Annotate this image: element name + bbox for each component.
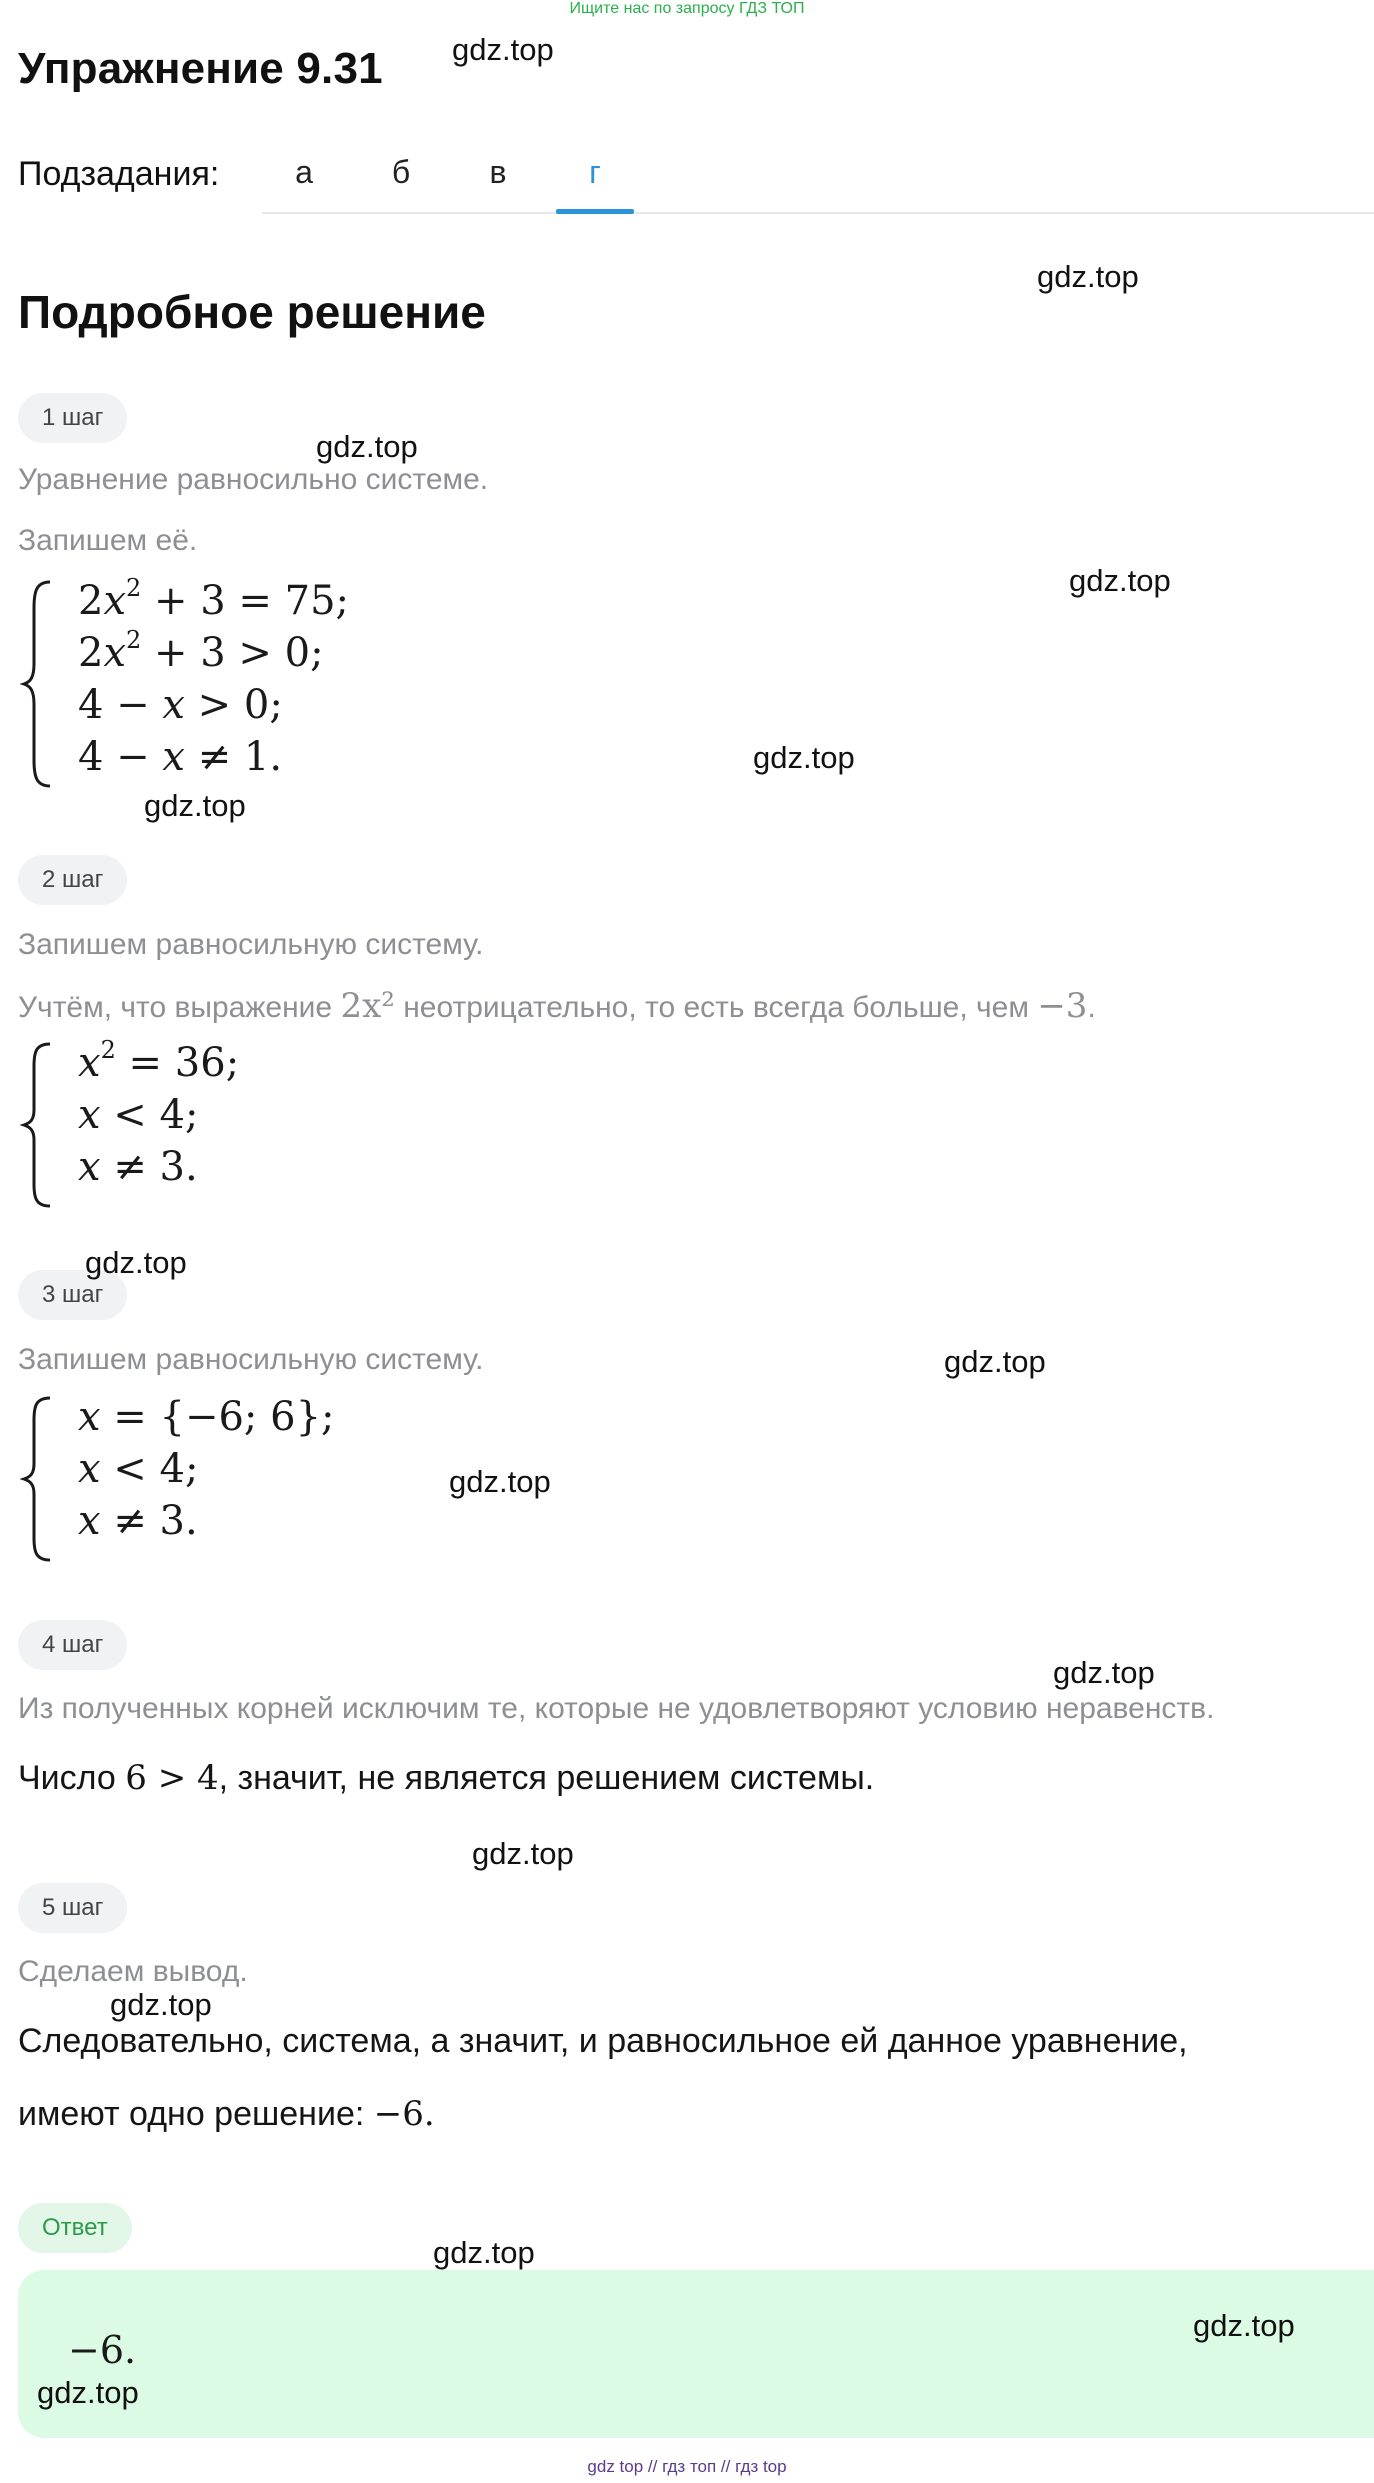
watermark: gdz.top: [753, 740, 855, 775]
watermark: gdz.top: [110, 1987, 212, 2022]
tab-v[interactable]: в: [489, 154, 507, 190]
watermark: gdz.top: [316, 429, 418, 464]
top-banner: Ищите нас по запросу ГДЗ ТОП: [569, 0, 805, 17]
step-text: Запишем равносильную систему.: [18, 928, 484, 961]
inline-math: 2x²: [340, 986, 395, 1026]
watermark: gdz.top: [1037, 259, 1139, 294]
tab-a[interactable]: а: [295, 154, 313, 190]
left-brace-icon: [20, 1394, 54, 1564]
watermark: gdz.top: [472, 1836, 574, 1871]
inline-math: 6 > 4: [125, 1758, 219, 1798]
left-brace-icon: [20, 578, 54, 790]
watermark: gdz.top: [144, 788, 246, 823]
inline-math: −6.: [373, 2094, 435, 2134]
step-text-with-math: Число 6 > 4, значит, не является решением системы.: [18, 1758, 875, 1798]
footer: gdz top // гдз топ // гдз top: [587, 2457, 787, 2476]
watermark: gdz.top: [449, 1464, 551, 1499]
system-line: $2x^2 + 3 = 75$;: [78, 574, 350, 624]
equation-system: [20, 574, 420, 790]
equation-system: [20, 1036, 420, 1210]
section-title: Подробное решение: [18, 286, 486, 338]
system-line: x ≠ 3.: [78, 1144, 198, 1190]
system-line: x ≠ 3.: [78, 1498, 198, 1544]
system-line: x < 4;: [78, 1446, 199, 1492]
tab-g[interactable]: г: [589, 154, 601, 190]
watermark: gdz.top: [37, 2375, 139, 2410]
step-text: Запишем её.: [18, 524, 198, 557]
tab-b[interactable]: б: [391, 154, 411, 190]
active-tab-indicator: [556, 209, 634, 214]
system-line: x = {−6; 6};: [78, 1394, 335, 1440]
step-badge: 5 шаг: [18, 1883, 127, 1933]
step-text: Запишем равносильную систему.: [18, 1343, 484, 1376]
answer-box: [18, 2270, 1374, 2438]
left-brace-icon: [20, 1040, 54, 1210]
watermark: gdz.top: [1053, 1655, 1155, 1690]
tabs-divider: [262, 212, 1374, 214]
watermark: gdz.top: [433, 2235, 535, 2270]
step-badge: 2 шаг: [18, 855, 127, 905]
equation-system: [20, 1394, 420, 1564]
step-badge: 4 шаг: [18, 1620, 127, 1670]
answer-value: −6.: [68, 2328, 137, 2372]
watermark: gdz.top: [452, 32, 554, 67]
step-text: Следовательно, система, а значит, и равносильное ей данное уравнение,: [18, 2022, 1188, 2060]
step-text-with-math: Учтём, что выражение 2x² неотрицательно, то есть всегда больше, чем −3.: [18, 986, 1096, 1026]
page-title: Упражнение 9.31: [18, 44, 383, 93]
step-text: Сделаем вывод.: [18, 1955, 248, 1988]
step-badge: 1 шаг: [18, 393, 127, 443]
step-badge: 3 шаг: [18, 1270, 127, 1320]
watermark: gdz.top: [1193, 2308, 1295, 2343]
system-line: $2x^2 + 3 > 0$;: [78, 626, 324, 676]
subtasks-label: Подзадания:: [18, 155, 220, 193]
system-line: x < 4;: [78, 1092, 199, 1138]
step-text: Уравнение равносильно системе.: [18, 463, 489, 496]
system-line: 4 − x > 0;: [78, 682, 283, 728]
watermark: gdz.top: [85, 1245, 187, 1280]
step-text-with-math: имеют одно решение: −6.: [18, 2094, 435, 2134]
system-line: $x^2 = 36$;: [78, 1036, 240, 1086]
inline-math: −3: [1037, 986, 1088, 1026]
watermark: gdz.top: [1069, 563, 1171, 598]
system-line: 4 − x ≠ 1.: [78, 734, 283, 780]
step-text: Из полученных корней исключим те, которые не удовлетворяют условию неравенств.: [18, 1692, 1215, 1725]
answer-badge: Ответ: [18, 2203, 132, 2253]
watermark: gdz.top: [944, 1344, 1046, 1379]
